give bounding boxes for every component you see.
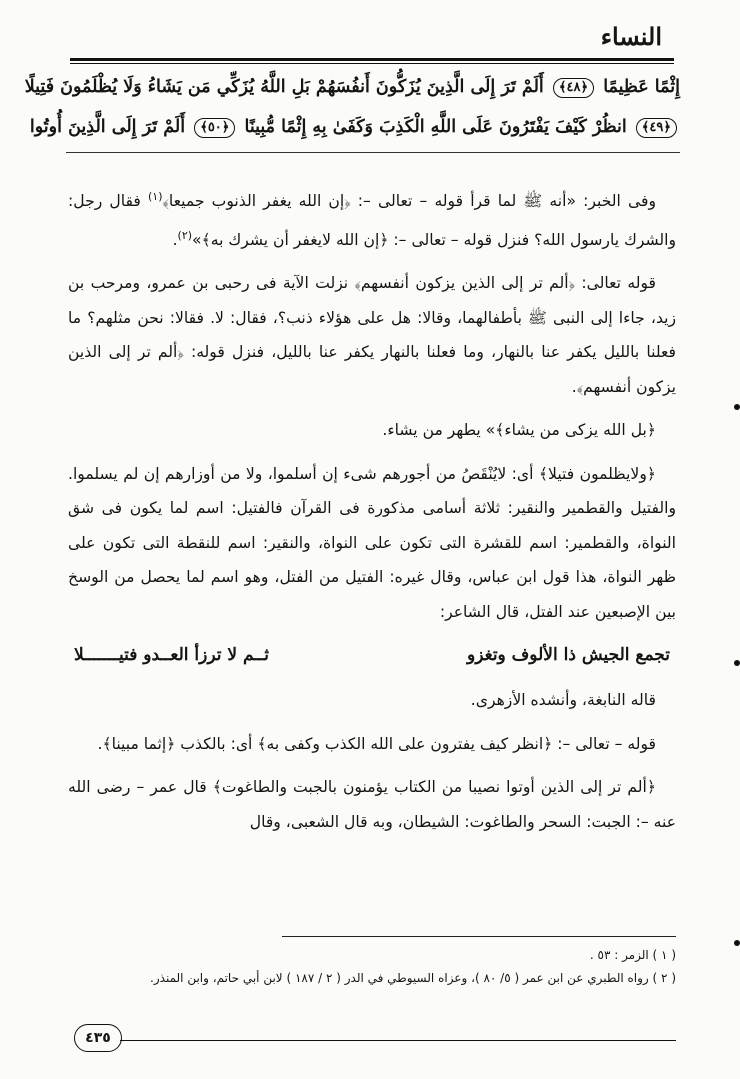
running-title: النساء: [600, 22, 662, 51]
scan-edge-mark: [734, 404, 740, 410]
footnote-1: ( ١ ) الزمر : ٥٣ .: [589, 948, 676, 962]
footer-rule: [120, 1040, 676, 1041]
poem-verse: [68, 638, 676, 672]
footnotes: [68, 944, 676, 990]
page-number: ٤٣٥: [74, 1024, 122, 1052]
paragraph-occasion: قوله تعالى: ﴿ألم تر إلى الذين يزكون أنفسهم﴾ نزلت الآية فى رحبى بن عمرو، ومرحب بن زيد، جاءا إلى النبى ﷺ بأطفالهما، وقالا: هل على هؤلاء ذنب؟، فقال: لا. فقالا: نحن مثلهم؟ ما فعلنا بالليل يكفر عنا بالنهار، وما فعلنا بالنهار يكفر عنا بالليل، فنزل قوله: ﴿ألم تر إلى الذين يزكون أنفسهم﴾.: [68, 274, 676, 396]
footnote-ref: (٢): [177, 228, 193, 242]
paragraph-attribution: قاله النابغة، وأنشده الأزهرى.: [470, 691, 656, 710]
paragraph-hadith: وفى الخبر: «أنه ﷺ لما قرأ قوله – تعالى –: ﴿إن الله يغفر الذنوب جميعا﴾$^{(١)}$ فقال رجل: والشرك يارسول الله؟ فنزل قوله – تعالى –: ﴿إن الله لايغفر أن يشرك به﴾»$^{(٢)}$.: [68, 190, 676, 249]
paragraph-jibt: ﴿ألم تر إلى الذين أوتوا نصيبا من الكتاب يؤمنون بالجبت والطاغوت﴾ قال عمر – رضى الله عنه –: الجبت: السحر والطاغوت: الشيطان، وبه قال الشعبى، وقال: [68, 778, 676, 831]
verse-text: انظُرْ كَيْفَ يَفْتَرُونَ عَلَى اللَّهِ الْكَذِبَ وَكَفَىٰ بِهِ إِثْمًا مُّبِينًا: [244, 117, 627, 137]
header-rule-thin: [70, 63, 674, 64]
verse-text: أَلَمْ تَرَ إِلَى الَّذِينَ يُزَكُّونَ أَنفُسَهُمْ بَلِ اللَّهُ يُزَكِّي مَن يَشَاءُ وَلَا يُظْلَمُونَ فَتِيلًا: [24, 77, 544, 97]
footnote-ref: (١): [147, 190, 163, 203]
verse-line-2: [29, 108, 680, 148]
commentary-body: [68, 180, 676, 848]
paragraph-fatil: ﴿ولايظلمون فتيلا﴾ أى: لايُنْقَصُ من أجورهم شىء إن أسلموا، ولا من أوزارهم إن لم يسلموا. والفتيل والقطمير والنقير: ثلاثة أسامى مذكورة فى القرآن فالفتيل: اسم لما يكون فى شق النواة، والقطمير: اسم للقشرة التى تكون على النواة، والنقير: اسم للنقطة التى تكون على ظهر النواة، هذا قول ابن عباس، وقال غيره: الفتيل من الفتل، وهو اسم لما يحصل من الوسخ بين الإصبعين عند الفتل، قال الشاعر:: [68, 464, 676, 621]
paragraph-fabricate: قوله – تعالى –: ﴿انظر كيف يفترون على الله الكذب وكفى به﴾ أى: بالكذب ﴿إثما مبينا﴾.: [97, 734, 656, 753]
verse-line-1: [24, 68, 680, 108]
verse-text: أَلَمْ تَرَ إِلَى الَّذِينَ أُوتُوا: [29, 117, 186, 137]
ayah-number-marker: ﴿٤٨﴾: [553, 78, 594, 98]
footnote-separator: [282, 936, 676, 937]
paragraph-purifies: ﴿بل الله يزكى من يشاء﴾» يطهر من يشاء.: [382, 421, 656, 440]
quran-verse-block: [24, 68, 680, 150]
scan-edge-mark: [734, 940, 740, 946]
header-rule: [70, 58, 674, 61]
footnote-2: ( ٢ ) رواه الطبري عن ابن عمر ( ٥/ ٨٠ )، وعزاه السيوطي في الدر ( ٢ / ١٨٧ ) لابن أبي حاتم، وابن المنذر.: [150, 971, 676, 985]
ayah-number-marker: ﴿٤٩﴾: [636, 118, 677, 138]
verse-text: إِثْمًا عَظِيمًا: [603, 77, 680, 97]
scan-edge-mark: [734, 660, 740, 666]
verse-divider: [66, 152, 680, 153]
poem-hemistich-left: ثــم لا ترزأ العــدو فتيـــــــلا: [74, 645, 270, 666]
ayah-number-marker: ﴿٥٠﴾: [194, 118, 235, 138]
poem-hemistich-right: تجمع الجيش ذا الألوف وتغزو: [467, 645, 670, 666]
